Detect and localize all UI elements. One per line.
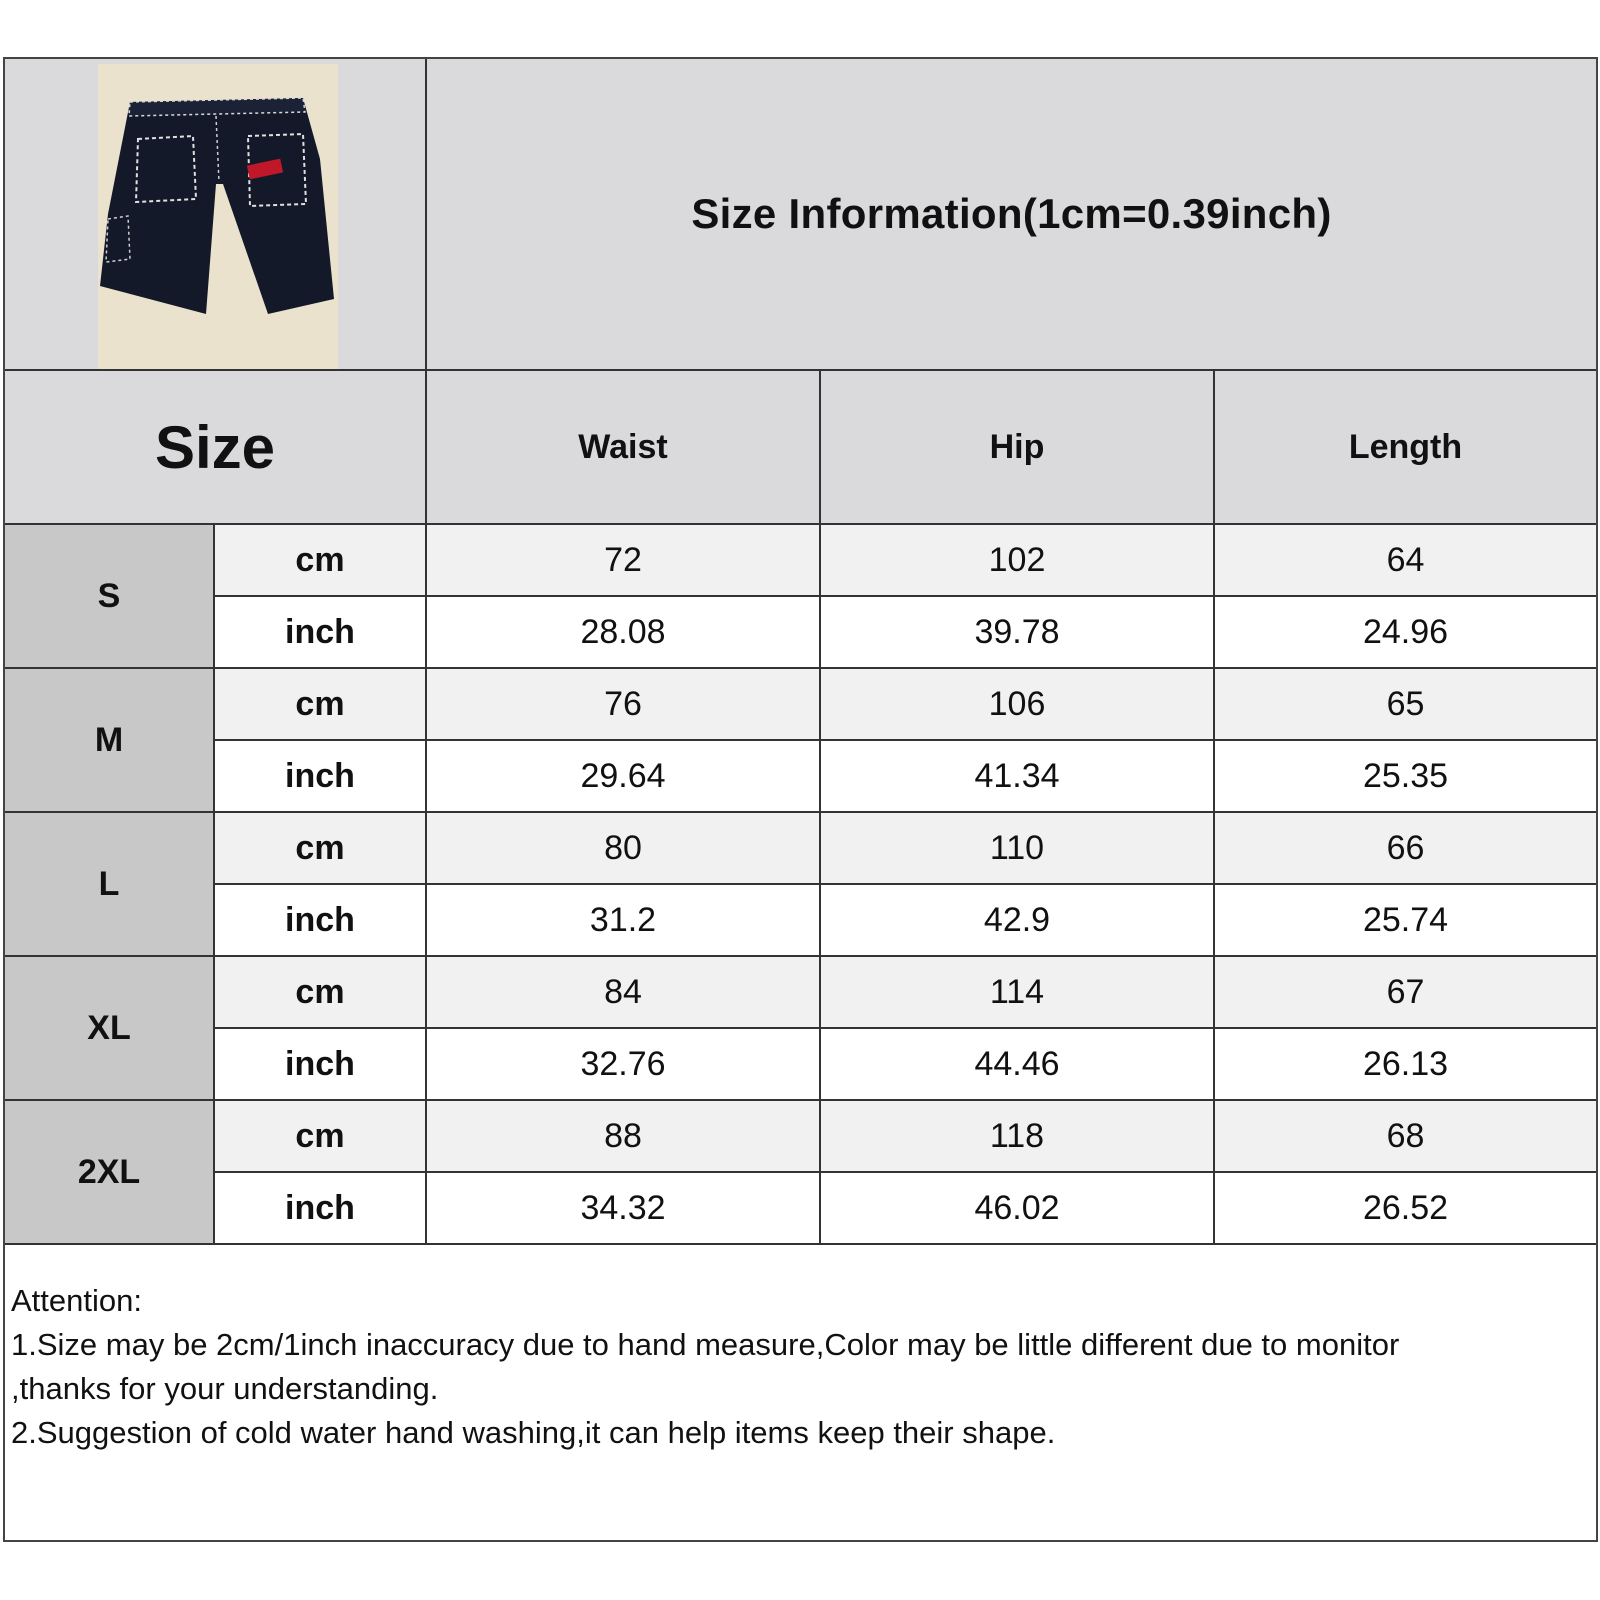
table-cell (1215, 813, 1596, 885)
unit-cell (215, 1173, 427, 1245)
cell-value: 29.64 (580, 756, 666, 795)
table-cell (1215, 741, 1596, 813)
column-header-waist: Waist (427, 371, 821, 525)
notes-heading: Attention: (11, 1283, 142, 1318)
table-cell (1215, 885, 1596, 957)
size-label-cell (5, 957, 215, 1101)
unit-label: cm (295, 684, 345, 723)
cell-value: 42.9 (983, 900, 1051, 939)
cell-value: 31.2 (589, 900, 657, 939)
cell-value: 84 (604, 972, 642, 1011)
cell-value: 32.76 (580, 1044, 666, 1083)
table-cell (821, 1101, 1215, 1173)
cell-value: 66 (1386, 828, 1425, 867)
size-header: Size (154, 413, 276, 481)
unit-cell (215, 597, 427, 669)
notes-line-1: 1.Size may be 2cm/1inch inaccuracy due to hand measure,Color may be little different due to monitor (11, 1327, 1400, 1362)
cell-value: 26.13 (1362, 1044, 1449, 1083)
table-cell (1215, 1029, 1596, 1101)
cell-value: 110 (989, 828, 1045, 867)
unit-label: inch (285, 900, 355, 939)
cell-value: 44.46 (974, 1044, 1060, 1083)
size-label-cell (5, 525, 215, 669)
size-label-cell (5, 1101, 215, 1245)
table-cell (427, 1101, 821, 1173)
cell-value: 114 (989, 972, 1045, 1011)
unit-cell (215, 669, 427, 741)
table-cell (427, 1173, 821, 1245)
table-cell (821, 957, 1215, 1029)
unit-label: inch (285, 1044, 355, 1083)
size-label: S (97, 576, 121, 615)
size-chart (3, 57, 1598, 1542)
table-cell (1215, 1173, 1596, 1245)
table-cell (1215, 525, 1596, 597)
size-label-cell (5, 813, 215, 957)
unit-label: cm (295, 972, 345, 1011)
column-header-length: Length (1215, 371, 1596, 525)
column-header-hip: Hip (821, 371, 1215, 525)
cell-value: 28.08 (580, 612, 666, 651)
table-cell (427, 525, 821, 597)
size-header-cell (5, 371, 427, 525)
unit-label: cm (295, 1116, 345, 1155)
shorts-photo-icon (98, 64, 338, 369)
table-cell (427, 813, 821, 885)
table-cell (1215, 1101, 1596, 1173)
cell-value: 39.78 (974, 612, 1060, 651)
unit-label: cm (295, 540, 345, 579)
unit-cell (215, 957, 427, 1029)
cell-value: 80 (604, 828, 642, 867)
unit-cell (215, 1029, 427, 1101)
cell-value: 34.32 (580, 1188, 666, 1227)
attention-notes (5, 1275, 1596, 1540)
cell-value: 25.35 (1362, 756, 1449, 795)
size-label: M (94, 720, 124, 759)
cell-value: 72 (604, 540, 642, 579)
table-cell (427, 957, 821, 1029)
unit-label: inch (285, 1188, 355, 1227)
cell-value: 25.74 (1362, 900, 1449, 939)
cell-value: 67 (1386, 972, 1425, 1011)
table-cell (821, 525, 1215, 597)
unit-cell (215, 741, 427, 813)
chart-title-cell (427, 59, 1596, 371)
cell-value: 64 (1386, 540, 1425, 579)
table-cell (821, 885, 1215, 957)
table-cell (1215, 597, 1596, 669)
notes-line-2: ,thanks for your understanding. (11, 1371, 439, 1406)
cell-value: 76 (604, 684, 642, 723)
unit-label: cm (295, 828, 345, 867)
unit-cell (215, 885, 427, 957)
cell-value: 24.96 (1362, 612, 1449, 651)
chart-title: Size Information(1cm=0.39inch) (691, 190, 1332, 237)
size-label: 2XL (77, 1152, 141, 1191)
size-label-cell (5, 669, 215, 813)
table-cell (427, 597, 821, 669)
table-cell (821, 597, 1215, 669)
table-cell (427, 1029, 821, 1101)
table-cell (427, 741, 821, 813)
cell-value: 41.34 (974, 756, 1060, 795)
cell-value: 65 (1386, 684, 1425, 723)
table-cell (1215, 669, 1596, 741)
table-cell (821, 1029, 1215, 1101)
cell-value: 118 (989, 1116, 1045, 1155)
cell-value: 88 (604, 1116, 642, 1155)
size-label: L (98, 864, 120, 903)
unit-cell (215, 525, 427, 597)
table-cell (821, 741, 1215, 813)
product-photo-cell (5, 59, 427, 371)
unit-cell (215, 813, 427, 885)
table-cell (427, 885, 821, 957)
table-cell (821, 1173, 1215, 1245)
table-cell (821, 669, 1215, 741)
unit-label: inch (285, 756, 355, 795)
cell-value: 106 (988, 684, 1046, 723)
cell-value: 26.52 (1362, 1188, 1449, 1227)
size-label: XL (87, 1008, 131, 1047)
cell-value: 102 (988, 540, 1046, 579)
table-cell (1215, 957, 1596, 1029)
unit-label: inch (285, 612, 355, 651)
cell-value: 46.02 (974, 1188, 1060, 1227)
unit-cell (215, 1101, 427, 1173)
table-cell (821, 813, 1215, 885)
table-cell (427, 669, 821, 741)
cell-value: 68 (1386, 1116, 1425, 1155)
notes-line-3: 2.Suggestion of cold water hand washing,it can help items keep their shape. (11, 1415, 1056, 1450)
